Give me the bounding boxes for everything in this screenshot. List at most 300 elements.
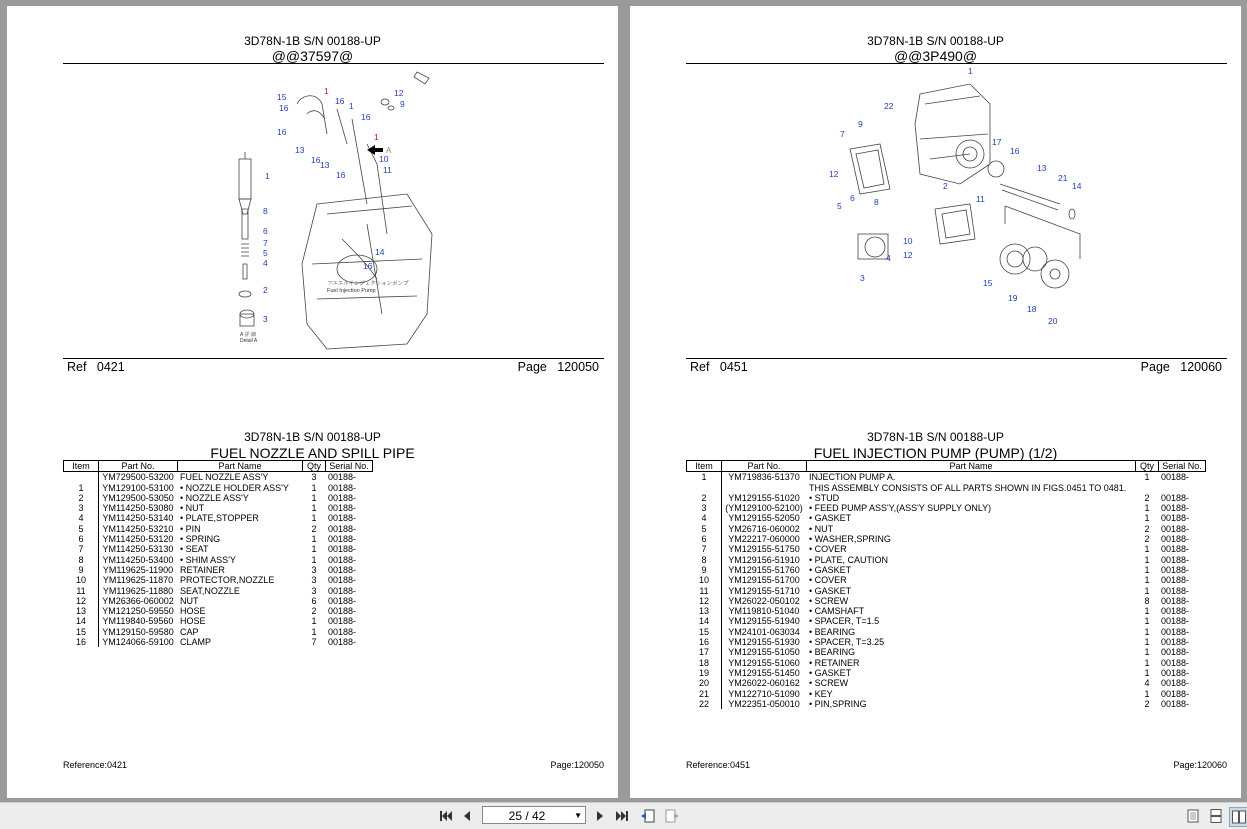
detail-en: Detail A [240,338,258,344]
first-page-icon[interactable] [437,807,455,825]
table-row [64,524,373,534]
callout: 12 [394,88,404,98]
qty-cell [1136,483,1159,493]
callout: 15 [277,92,287,102]
part-name-cell: FUEL NOZZLE ASS'Y [178,472,303,483]
serial-cell: 00188- [1159,555,1206,565]
part-name-cell: • BEARING [807,647,1136,657]
serial-cell: 00188- [1159,668,1206,678]
item-cell [64,472,99,483]
qty-cell: 1 [1136,544,1159,554]
callout: 16 [363,261,373,271]
table-row [687,513,1206,523]
part-name-cell: CLAMP [178,637,303,647]
item-cell: 15 [687,627,722,637]
item-cell: 1 [687,472,722,483]
part-no-cell: YM122710-51090 [722,689,807,699]
part-name-cell: • SCREW [807,678,1136,688]
part-no-cell: YM129155-51930 [722,637,807,647]
serial-cell: 00188- [326,472,373,483]
callout: 6 [263,226,268,236]
item-cell: 9 [64,565,99,575]
table-row [64,596,373,606]
table-row [64,493,373,503]
serial-cell: 00188- [1159,575,1206,585]
part-name-cell: RETAINER [178,565,303,575]
qty-cell: 3 [303,586,326,596]
table-row [687,699,1206,709]
qty-cell: 1 [1136,668,1159,678]
qty-cell: 2 [1136,534,1159,544]
serial-cell: 00188- [326,555,373,565]
table-body [687,472,1206,709]
qty-cell: 2 [1136,493,1159,503]
part-no-cell: YM22217-060000 [722,534,807,544]
previous-page-icon[interactable] [458,807,476,825]
table-row [64,483,373,493]
item-cell: 2 [687,493,722,503]
serial-cell: 00188- [1159,647,1206,657]
table-row [687,586,1206,596]
table-row [687,606,1206,616]
back-view-icon[interactable] [639,807,657,825]
qty-cell: 1 [1136,616,1159,626]
callout: 8 [874,197,879,207]
page-label: Page [517,360,547,374]
part-no-cell: YM121250-59550 [99,606,178,616]
table-row [687,555,1206,565]
next-page-icon[interactable] [591,807,609,825]
qty-cell: 2 [303,524,326,534]
section-model: 3D78N-1B S/N 00188-UP [867,430,1004,444]
part-name-cell: • GASKET [807,565,1136,575]
part-no-cell: YM24101-063034 [722,627,807,637]
part-name-cell: • CAMSHAFT [807,606,1136,616]
two-page-view-icon[interactable] [1229,807,1247,827]
ref-rule [686,358,1227,359]
callout: 8 [263,206,268,216]
table-header-row [64,461,373,472]
callout: 11 [383,165,392,175]
item-cell: 8 [687,555,722,565]
qty-cell: 6 [303,596,326,606]
item-cell: 13 [64,606,99,616]
callout: 13 [1037,163,1047,173]
callout: 16 [335,96,345,106]
part-name-cell: HOSE [178,616,303,626]
serial-cell [1159,483,1206,493]
qty-cell: 1 [303,544,326,554]
qty-cell: 1 [303,503,326,513]
part-name-cell: HOSE [178,606,303,616]
single-page-view-icon[interactable] [1184,807,1202,825]
qty-cell: 1 [1136,575,1159,585]
table-row [64,627,373,637]
serial-cell: 00188- [1159,678,1206,688]
item-cell: 7 [687,544,722,554]
item-cell [687,483,722,493]
item-cell: 11 [64,586,99,596]
table-row [687,637,1206,647]
viewer-toolbar [0,802,1247,829]
serial-cell: 00188- [326,596,373,606]
item-cell: 14 [64,616,99,626]
item-cell: 5 [687,524,722,534]
callout: 1 [374,132,379,142]
chevron-down-icon[interactable]: ▼ [574,811,582,820]
item-cell: 22 [687,699,722,709]
callout: 1 [265,171,270,181]
parts-table [63,460,373,647]
part-name-cell: PROTECTOR,NOZZLE [178,575,303,585]
serial-cell: 00188- [326,637,373,647]
page-number-field[interactable] [482,806,586,824]
item-cell: 21 [687,689,722,699]
part-no-cell: YM114250-53080 [99,503,178,513]
caption-jp: フユエルインジェクションポンプ [327,281,409,287]
item-cell: 12 [64,596,99,606]
fuel-nozzle-illustration [207,64,447,354]
qty-cell: 1 [1136,637,1159,647]
part-name-cell: • NOZZLE ASS'Y [178,493,303,503]
part-no-cell: YM129155-51050 [722,647,807,657]
item-cell: 3 [687,503,722,513]
part-no-cell: YM129155-51700 [722,575,807,585]
table-row [687,544,1206,554]
item-cell: 19 [687,668,722,678]
part-name-cell: • GASKET [807,668,1136,678]
col-qty: Qty [1136,461,1159,472]
ref-label: Ref [690,360,710,374]
serial-cell: 00188- [326,483,373,493]
part-no-cell: YM114250-53400 [99,555,178,565]
table-row [687,689,1206,699]
callout: 16 [277,127,287,137]
part-no-cell: YM114250-53210 [99,524,178,534]
item-cell: 2 [64,493,99,503]
ref-label: Ref [67,360,87,374]
continuous-view-icon[interactable] [1207,807,1225,825]
part-no-cell: (YM129100-52100) [722,503,807,513]
callout: 9 [400,99,405,109]
footer-page: Page:120050 [550,760,604,770]
part-no-cell: YM114250-53130 [99,544,178,554]
table-row [64,472,373,483]
header-code: @@3P490@ [893,48,978,64]
part-name-cell: SEAT,NOZZLE [178,586,303,596]
part-name-cell: • PLATE,STOPPER [178,513,303,523]
header-model: 3D78N-1B S/N 00188-UP [867,34,1004,48]
serial-cell: 00188- [1159,689,1206,699]
forward-view-icon[interactable] [663,807,681,825]
right-document-page [630,6,1241,798]
serial-cell: 00188- [326,627,373,637]
qty-cell: 1 [1136,606,1159,616]
part-name-cell: • KEY [807,689,1136,699]
part-no-cell: YM26716-060002 [722,524,807,534]
callout: 1 [324,86,329,96]
part-name-cell: • GASKET [807,513,1136,523]
item-cell: 18 [687,658,722,668]
part-name-cell: • GASKET [807,586,1136,596]
callout: 10 [903,236,913,246]
qty-cell: 1 [303,555,326,565]
callout: 5 [837,201,842,211]
callout: 22 [884,101,894,111]
part-name-cell: • SHIM ASS'Y [178,555,303,565]
page-label-group [1141,360,1222,374]
item-cell: 12 [687,596,722,606]
part-no-cell: YM119625-11880 [99,586,178,596]
col-item: Item [64,461,99,472]
table-row [687,647,1206,657]
part-no-cell: YM114250-53120 [99,534,178,544]
page-label: Page [1140,360,1170,374]
callout: 13 [320,160,330,170]
item-cell: 3 [64,503,99,513]
part-no-cell: YM119625-11900 [99,565,178,575]
page-value: 120050 [557,360,599,374]
callout: 3 [860,273,865,283]
callout: 3 [263,314,268,324]
part-no-cell: YM129155-51940 [722,616,807,626]
qty-cell: 1 [1136,565,1159,575]
part-name-cell: • WASHER,SPRING [807,534,1136,544]
item-cell: 16 [687,637,722,647]
ref-label-group [67,360,125,374]
callout: 17 [992,137,1002,147]
serial-cell: 00188- [326,493,373,503]
serial-cell: 00188- [326,575,373,585]
footer-reference: Reference:0421 [63,760,128,770]
part-no-cell: YM119810-51040 [722,606,807,616]
item-cell: 5 [64,524,99,534]
col-part-no: Part No. [722,461,807,472]
callout: 16 [336,170,346,180]
callout: 13 [295,145,305,155]
callout: 12 [829,169,839,179]
qty-cell: 3 [303,472,326,483]
serial-cell: 00188- [1159,513,1206,523]
col-serial: Serial No. [1159,461,1206,472]
injection-pump-illustration [820,64,1100,329]
qty-cell: 1 [1136,689,1159,699]
table-row [64,616,373,626]
serial-cell: 00188- [1159,658,1206,668]
table-header-row [687,461,1206,472]
serial-cell: 00188- [1159,493,1206,503]
header-code: @@37597@ [271,48,354,64]
table-row [687,493,1206,503]
page-indicator: 25 / 42 [508,809,546,823]
table-row [64,555,373,565]
callout: 4 [263,258,268,268]
qty-cell: 3 [303,565,326,575]
part-no-cell: YM129155-51760 [722,565,807,575]
part-name-cell: CAP [178,627,303,637]
qty-cell: 1 [303,627,326,637]
footer-page: Page:120060 [1173,760,1227,770]
item-cell: 16 [64,637,99,647]
qty-cell: 8 [1136,596,1159,606]
serial-cell: 00188- [1159,534,1206,544]
table-row [64,637,373,647]
callout: 14 [1072,181,1082,191]
qty-cell: 1 [1136,472,1159,483]
part-no-cell: YM129155-51060 [722,658,807,668]
serial-cell: 00188- [1159,627,1206,637]
qty-cell: 1 [1136,555,1159,565]
serial-cell: 00188- [326,503,373,513]
qty-cell: 1 [1136,586,1159,596]
qty-cell: 1 [1136,658,1159,668]
callout: 9 [858,119,863,129]
part-name-cell: • NUT [178,503,303,513]
arrow-label: A [386,146,392,155]
part-no-cell: YM26366-060002 [99,596,178,606]
item-cell: 20 [687,678,722,688]
table-row [687,534,1206,544]
callout: 2 [943,181,948,191]
part-no-cell: YM22351-050010 [722,699,807,709]
item-cell: 15 [64,627,99,637]
serial-cell: 00188- [326,586,373,596]
qty-cell: 1 [303,534,326,544]
callout: 15 [983,278,993,288]
qty-cell: 2 [303,606,326,616]
part-name-cell: THIS ASSEMBLY CONSISTS OF ALL PARTS SHOWN IN FIGS.0451 TO 0481. [807,483,1136,493]
qty-cell: 4 [1136,678,1159,688]
callout: 20 [1048,316,1058,326]
part-no-cell: YM124066-59100 [99,637,178,647]
item-cell: 6 [64,534,99,544]
qty-cell: 1 [1136,513,1159,523]
ref-value: 0421 [96,360,125,374]
header-model: 3D78N-1B S/N 00188-UP [244,34,381,48]
part-no-cell: YM129155-51450 [722,668,807,678]
col-part-name: Part Name [807,461,1136,472]
qty-cell: 1 [303,616,326,626]
ref-row [690,360,1222,376]
part-name-cell: • SEAT [178,544,303,554]
part-name-cell: • SCREW [807,596,1136,606]
item-cell: 11 [687,586,722,596]
part-name-cell: • NOZZLE HOLDER ASS'Y [178,483,303,493]
part-name-cell: • SPACER, T=1.5 [807,616,1136,626]
qty-cell: 1 [303,493,326,503]
item-cell: 10 [64,575,99,585]
table-row [64,513,373,523]
item-cell: 6 [687,534,722,544]
callout: 16 [1010,146,1020,156]
table-row [687,565,1206,575]
table-row [687,596,1206,606]
qty-cell: 1 [1136,503,1159,513]
table-body [64,472,373,648]
part-no-cell: YM26022-060162 [722,678,807,688]
item-cell: 13 [687,606,722,616]
part-name-cell: • BEARING [807,627,1136,637]
caption-en: Fuel Injection Pump [327,288,376,294]
serial-cell: 00188- [1159,524,1206,534]
table-row [687,524,1206,534]
callout: 7 [840,129,845,139]
callout: 7 [263,238,268,248]
serial-cell: 00188- [1159,472,1206,483]
serial-cell: 00188- [1159,616,1206,626]
section-title: FUEL INJECTION PUMP (PUMP) (1/2) [813,445,1058,461]
table-row [64,565,373,575]
ref-rule [63,358,604,359]
serial-cell: 00188- [326,565,373,575]
part-no-cell: YM26022-050102 [722,596,807,606]
callout: 2 [263,285,268,295]
qty-cell: 1 [1136,627,1159,637]
serial-cell: 00188- [326,616,373,626]
item-cell: 17 [687,647,722,657]
part-no-cell: YM729500-53200 [99,472,178,483]
callout: 16 [279,103,289,113]
col-part-no: Part No. [99,461,178,472]
part-name-cell: • NUT [807,524,1136,534]
qty-cell: 2 [1136,699,1159,709]
serial-cell: 00188- [1159,565,1206,575]
part-no-cell: YM119625-11870 [99,575,178,585]
table-row [64,586,373,596]
section-model: 3D78N-1B S/N 00188-UP [244,430,381,444]
footer-reference: Reference:0451 [686,760,751,770]
last-page-icon[interactable] [613,807,631,825]
serial-cell: 00188- [1159,596,1206,606]
col-item: Item [687,461,722,472]
serial-cell: 00188- [1159,503,1206,513]
col-part-name: Part Name [178,461,303,472]
item-cell: 9 [687,565,722,575]
table-row [687,483,1206,493]
page-label-group [518,360,599,374]
part-no-cell: YM719836-51370 [722,472,807,483]
qty-cell: 1 [303,513,326,523]
serial-cell: 00188- [326,513,373,523]
part-name-cell: • PIN [178,524,303,534]
ref-label-group [690,360,748,374]
table-row [687,575,1206,585]
qty-cell: 7 [303,637,326,647]
serial-cell: 00188- [326,524,373,534]
qty-cell: 1 [303,483,326,493]
part-no-cell: YM129155-51750 [722,544,807,554]
serial-cell: 00188- [1159,544,1206,554]
table-row [687,472,1206,483]
item-cell: 1 [64,483,99,493]
col-qty: Qty [303,461,326,472]
section-title: FUEL NOZZLE AND SPILL PIPE [210,445,415,461]
part-no-cell: YM129155-52050 [722,513,807,523]
serial-cell: 00188- [326,544,373,554]
serial-cell: 00188- [1159,699,1206,709]
callout: 6 [850,193,855,203]
table-row [64,503,373,513]
item-cell: 4 [687,513,722,523]
callout: 4 [886,253,891,263]
part-no-cell: YM129150-59580 [99,627,178,637]
parts-table [686,460,1206,709]
part-no-cell: YM114250-53140 [99,513,178,523]
part-no-cell: YM129500-53050 [99,493,178,503]
part-name-cell: • STUD [807,493,1136,503]
part-no-cell: YM119840-59560 [99,616,178,626]
callout: 11 [976,194,985,204]
